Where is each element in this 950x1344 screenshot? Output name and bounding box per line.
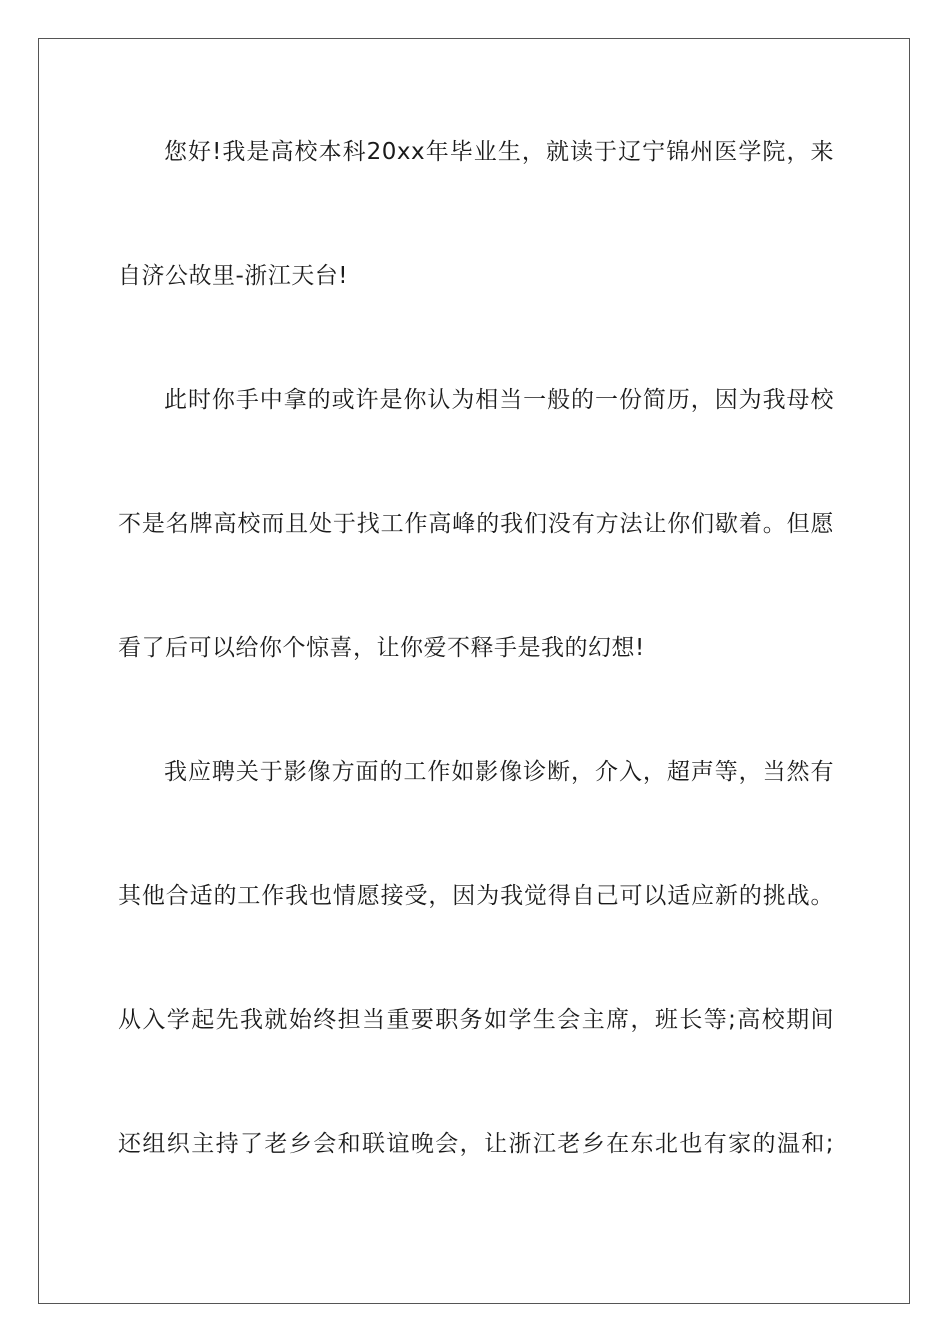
text-line-3: 此时你手中拿的或许是你认为相当一般的一份简历，因为我母校: [164, 387, 834, 413]
text-line-1: 您好!我是高校本科20xx年毕业生，就读于辽宁锦州医学院，来: [164, 139, 834, 165]
text-line-8: 从入学起先我就始终担当重要职务如学生会主席，班长等;高校期间: [118, 1007, 834, 1033]
page-frame: [38, 38, 910, 1304]
text-line-2: 自济公故里-浙江天台!: [118, 263, 349, 289]
text-line-4: 不是名牌高校而且处于找工作高峰的我们没有方法让你们歇着。但愿: [118, 511, 834, 537]
text-line-5: 看了后可以给你个惊喜，让你爱不释手是我的幻想!: [118, 635, 645, 661]
text-line-9: 还组织主持了老乡会和联谊晚会，让浙江老乡在东北也有家的温和;: [118, 1131, 834, 1157]
text-line-7: 其他合适的工作我也情愿接受，因为我觉得自己可以适应新的挑战。: [118, 883, 834, 909]
text-line-6: 我应聘关于影像方面的工作如影像诊断，介入，超声等，当然有: [164, 759, 834, 785]
